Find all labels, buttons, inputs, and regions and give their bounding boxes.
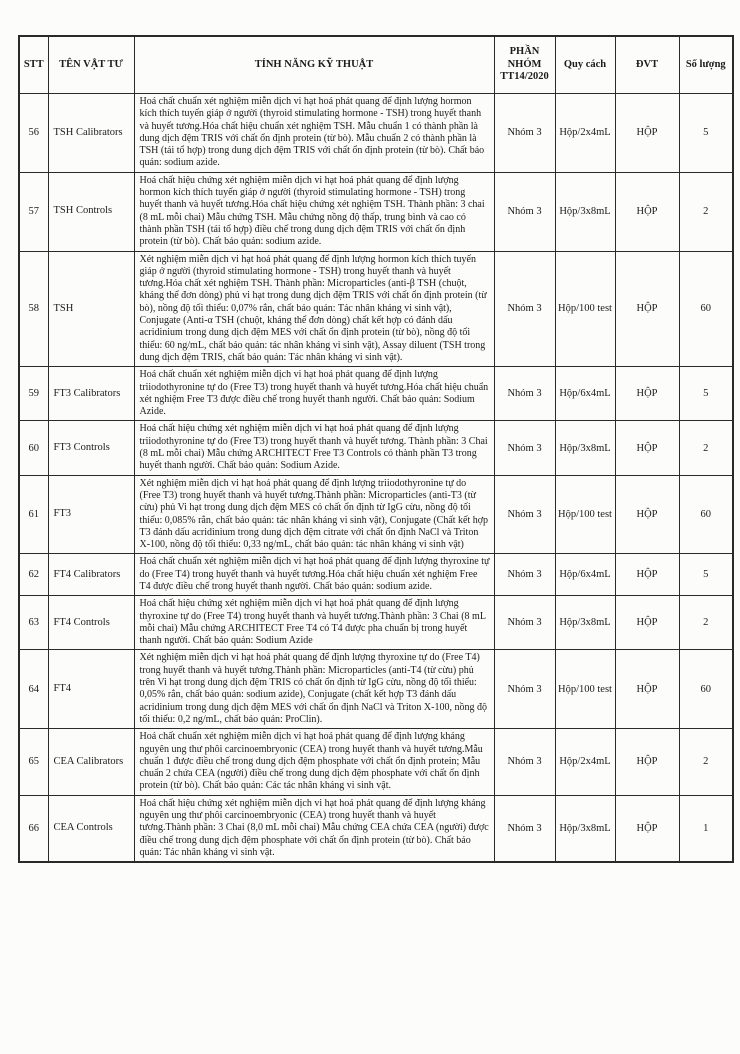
item-name-cell: TSH Calibrators [48, 94, 134, 173]
item-name-cell: CEA Calibrators [48, 729, 134, 795]
col-header-dvt: ĐVT [615, 36, 679, 94]
supplies-table [18, 35, 734, 863]
unit-cell: HỘP [615, 795, 679, 862]
stt-cell: 56 [19, 94, 48, 173]
stt-cell: 60 [19, 421, 48, 475]
table-row [19, 475, 733, 554]
group-cell: Nhóm 3 [494, 251, 555, 367]
quantity-cell: 2 [679, 421, 733, 475]
quantity-cell: 60 [679, 475, 733, 554]
spec-cell: Hộp/100 test [555, 650, 615, 729]
stt-cell: 62 [19, 554, 48, 596]
table-row [19, 650, 733, 729]
stt-cell: 58 [19, 251, 48, 367]
description-cell: Xét nghiệm miễn dịch vi hạt hoá phát quang để định lượng thyroxine tự do (Free T4) trong huyết thanh và huyết tương.Thành phần: Microparticles (anti-T4 (từ cừu) phủ trên Vi hạt trong dung dịch đệm TRIS có chất ổn định từ IgG cừu, nồng độ tối thiểu: 0,05% rắn, chất bảo quản: sodium azide), Conjugate (chất kết hợp T3 đánh dấu acridinium trong dung dịch đệm MES với chất ổn định NaCl và Triton X-100, nồng độ tối thiểu: 0,2 ng/mL, chất bảo quản: ProClin). [134, 650, 494, 729]
col-header-phan-nhom: PHẦN NHÓM TT14/2020 [494, 36, 555, 94]
spec-cell: Hộp/3x8mL [555, 596, 615, 650]
table-row [19, 421, 733, 475]
quantity-cell: 5 [679, 94, 733, 173]
quantity-cell: 5 [679, 367, 733, 421]
quantity-cell: 2 [679, 729, 733, 795]
stt-cell: 63 [19, 596, 48, 650]
table-row [19, 729, 733, 795]
stt-cell: 59 [19, 367, 48, 421]
quantity-cell: 2 [679, 172, 733, 251]
quantity-cell: 2 [679, 596, 733, 650]
item-name-cell: FT4 Calibrators [48, 554, 134, 596]
col-header-quy-cach: Quy cách [555, 36, 615, 94]
table-row [19, 795, 733, 862]
unit-cell: HỘP [615, 367, 679, 421]
quantity-cell: 5 [679, 554, 733, 596]
description-cell: Hoá chất chuẩn xét nghiệm miễn dịch vi hạt hoá phát quang để định lượng thyroxine tự do (Free T4) trong huyết thanh và huyết tương.Hóa chất hiệu chuẩn xét nghiệm Free T4 được điều chế trong huyết thanh người. Chất bảo quản: sodium azide. [134, 554, 494, 596]
group-cell: Nhóm 3 [494, 172, 555, 251]
item-name-cell: FT4 Controls [48, 596, 134, 650]
spec-cell: Hộp/2x4mL [555, 94, 615, 173]
group-cell: Nhóm 3 [494, 554, 555, 596]
spec-cell: Hộp/6x4mL [555, 367, 615, 421]
description-cell: Hoá chất chuẩn xét nghiệm miễn dịch vi hạt hoá phát quang để định lượng kháng nguyên ung thư phôi carcinoembryonic (CEA) trong huyết thanh và huyết tương.Mẫu chuẩn 1 được điều chế trong dung dịch đệm phosphate với chất ổn định protein; Mẫu chuẩn 2 chứa CEA (người) điều chế trong dung dịch đệm phosphate với chất ổn định protein (từ bò). Chất bảo quản: Các tác nhân kháng vi sinh vật. [134, 729, 494, 795]
col-header-stt: STT [19, 36, 48, 94]
unit-cell: HỘP [615, 650, 679, 729]
spec-cell: Hộp/6x4mL [555, 554, 615, 596]
item-name-cell: FT3 Calibrators [48, 367, 134, 421]
quantity-cell: 60 [679, 650, 733, 729]
description-cell: Xét nghiệm miễn dịch vi hạt hoá phát quang để định lượng hormon kích thích tuyến giáp ở người (thyroid stimulating hormone - TSH) trong huyết thanh và huyết tương.Hóa chất xét nghiệm TSH. Thành phần: Microparticles (anti-β TSH (chuột, kháng thể đơn dòng) phủ vi hạt trong dung dịch đệm TRIS với chất ổn định protein (từ bò), nồng độ tối thiểu: 0,07% rắn, chất bảo quản: Tác nhân kháng vi sinh vật), Conjugate (Anti-α TSH (chuột, kháng thể đơn dòng) chất kết hợp có đánh dấu acridinium trong dung dịch đệm MES với chất ổn định protein (từ bò), nồng độ tối thiểu: 60 ng/mL, chất bảo quản: tác nhân kháng vi sinh vật), Assay diluent (TSH trong dung dịch đệm TRIS, chất bảo quản: Tác nhân kháng vi sinh vật). [134, 251, 494, 367]
table-row [19, 251, 733, 367]
item-name-cell: FT3 Controls [48, 421, 134, 475]
group-cell: Nhóm 3 [494, 421, 555, 475]
quantity-cell: 60 [679, 251, 733, 367]
col-header-ten-vat-tu: TÊN VẬT TƯ [48, 36, 134, 94]
spec-cell: Hộp/100 test [555, 475, 615, 554]
description-cell: Hoá chất chuẩn xét nghiệm miễn dịch vi hạt hoá phát quang để định lượng triiodothyronine tự do (Free T3) trong huyết thanh và huyết tương.Hóa chất hiệu chuẩn xét nghiệm Free T3 được điều chế trong huyết thanh người. Chất bảo quản: Sodium Azide. [134, 367, 494, 421]
spec-cell: Hộp/3x8mL [555, 421, 615, 475]
stt-cell: 61 [19, 475, 48, 554]
spec-cell: Hộp/3x8mL [555, 172, 615, 251]
group-cell: Nhóm 3 [494, 650, 555, 729]
unit-cell: HỘP [615, 251, 679, 367]
unit-cell: HỘP [615, 596, 679, 650]
group-cell: Nhóm 3 [494, 475, 555, 554]
stt-cell: 65 [19, 729, 48, 795]
group-cell: Nhóm 3 [494, 367, 555, 421]
group-cell: Nhóm 3 [494, 795, 555, 862]
stt-cell: 57 [19, 172, 48, 251]
description-cell: Hoá chất hiệu chứng xét nghiệm miễn dịch vi hạt hoá phát quang để định lượng triiodothyronine tự do (Free T3) trong huyết thanh và huyết tương. Thành phần: 3 Chai (8 mL mỗi chai) Mẫu chứng ARCHITECT Free T3 Controls có thành phần T3 trong huyết thanh người. Chất bảo quản: Sodium Azide. [134, 421, 494, 475]
table-row [19, 94, 733, 173]
unit-cell: HỘP [615, 729, 679, 795]
description-cell: Xét nghiệm miễn dịch vi hạt hoá phát quang để định lượng triiodothyronine tự do (Free T3) trong huyết thanh và huyết tương.Thành phần: Microparticles (anti-T3 (từ cừu) phủ Vi hạt trong dung dịch đệm MES có chất ổn định từ IgG cừu, nồng độ tối thiểu: 0,085% rắn, chất bảo quản: tác nhân kháng vi sinh vật), Conjugate (Chất kết hợp T3 đánh dấu acridinium trong dung dịch đệm citrate với chất ổn định NaCl và Triton X-100, nồng độ tối thiểu: 0,33 ng/mL, chất bảo quản: tác nhân kháng vi sinh vật) [134, 475, 494, 554]
stt-cell: 64 [19, 650, 48, 729]
item-name-cell: CEA Controls [48, 795, 134, 862]
item-name-cell: FT3 [48, 475, 134, 554]
description-cell: Hoá chất hiệu chứng xét nghiệm miễn dịch vi hạt hoá phát quang để định lượng kháng nguyên ung thư phôi carcinoembryonic (CEA) trong huyết thanh và huyết tương.Thành phần: 3 Chai (8,0 mL mỗi chai) Mẫu chứng CEA chứa CEA (người) được điều chế trong dung dịch đệm phosphate với chất ổn định protein (từ bò). Chất bảo quản: Tác nhân kháng vi sinh vật. [134, 795, 494, 862]
description-cell: Hoá chất hiệu chứng xét nghiệm miễn dịch vi hạt hoá phát quang để định lượng thyroxine tự do (Free T4) trong huyết thanh và huyết tương.Thành phần: 3 Chai (8 mL mỗi chai) Mẫu chứng ARCHITECT Free T4 có T4 được pha chuẩn bị trong huyết thanh người. Chất bảo quản: Sodium Azide [134, 596, 494, 650]
spec-cell: Hộp/2x4mL [555, 729, 615, 795]
table-row [19, 554, 733, 596]
spec-cell: Hộp/100 test [555, 251, 615, 367]
table-header-row [19, 36, 733, 94]
table-row [19, 172, 733, 251]
table-row [19, 596, 733, 650]
unit-cell: HỘP [615, 421, 679, 475]
group-cell: Nhóm 3 [494, 729, 555, 795]
stt-cell: 66 [19, 795, 48, 862]
unit-cell: HỘP [615, 172, 679, 251]
spec-cell: Hộp/3x8mL [555, 795, 615, 862]
item-name-cell: TSH [48, 251, 134, 367]
item-name-cell: FT4 [48, 650, 134, 729]
group-cell: Nhóm 3 [494, 596, 555, 650]
unit-cell: HỘP [615, 554, 679, 596]
group-cell: Nhóm 3 [494, 94, 555, 173]
unit-cell: HỘP [615, 475, 679, 554]
col-header-so-luong: Số lượng [679, 36, 733, 94]
col-header-tinh-nang: TÍNH NĂNG KỸ THUẬT [134, 36, 494, 94]
quantity-cell: 1 [679, 795, 733, 862]
unit-cell: HỘP [615, 94, 679, 173]
description-cell: Hoá chất chuẩn xét nghiệm miễn dịch vi hạt hoá phát quang để định lượng hormon kích thích tuyến giáp ở người (thyroid stimulating hormone - TSH) trong huyết thanh và huyết tương.Hóa chất hiệu chuẩn xét nghiệm TSH. Mẫu chuẩn 1 có thành phần là dung dịch đệm TRIS với chất ổn định protein (từ bò). Mẫu chuẩn 2 có thành phần là TSH (tái tổ hợp) trong dung dịch đệm TRIS với chất ổn định protein (từ bò). Chất bảo quản: sodium azide. [134, 94, 494, 173]
item-name-cell: TSH Controls [48, 172, 134, 251]
table-row [19, 367, 733, 421]
description-cell: Hoá chất hiệu chứng xét nghiệm miễn dịch vi hạt hoá phát quang để định lượng hormon kích thích tuyến giáp ở người (thyroid stimulating hormone - TSH) trong huyết thanh và huyết tương.Hóa chất hiệu chứng xét nghiệm TSH. Thành phần: 3 chai (8 mL mỗi chai) Mẫu chứng TSH. Mẫu chứng nồng độ thấp, trung bình và cao có thành phần TSH (tái tổ hợp) điều chế trong dung dịch đệm TRIS với chất ổn định protein (từ bò). Chất bảo quản: sodium azide. [134, 172, 494, 251]
